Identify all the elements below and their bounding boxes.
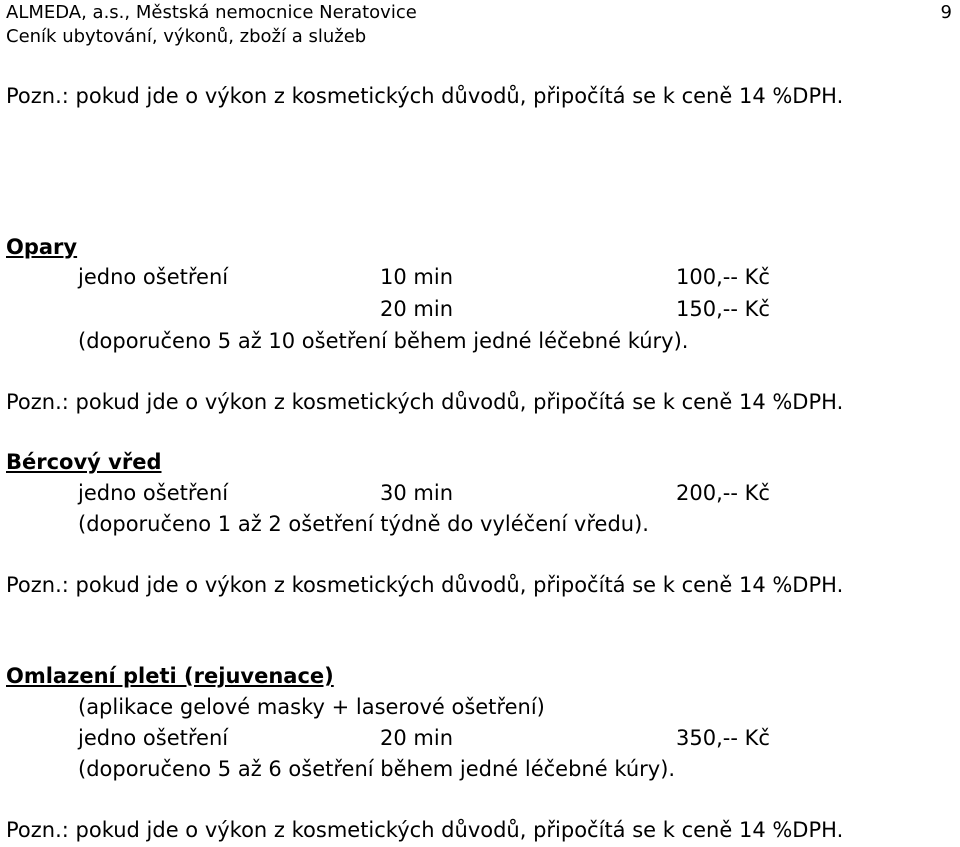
omlazeni-description: (aplikace gelové masky + laserové ošetření)	[78, 695, 545, 719]
page-number: 9	[940, 2, 952, 23]
document-header-org: ALMEDA, a.s., Městská nemocnice Neratovice	[6, 2, 417, 23]
vat-note: Pozn.: pokud jde o výkon z kosmetických důvodů, připočítá se k ceně 14 %DPH.	[6, 573, 844, 597]
vat-note: Pozn.: pokud jde o výkon z kosmetických důvodů, připočítá se k ceně 14 %DPH.	[6, 818, 844, 842]
opary-row1-duration: 10 min	[380, 265, 453, 289]
section-title-opary: Opary	[6, 235, 78, 259]
omlazeni-row1-price: 350,-- Kč	[676, 726, 770, 750]
opary-row2-price: 150,-- Kč	[676, 297, 770, 321]
bercovy-vred-row1-duration: 30 min	[380, 481, 453, 505]
opary-row1-price: 100,-- Kč	[676, 265, 770, 289]
opary-recommendation: (doporučeno 5 až 10 ošetření během jedné léčebné kúry).	[78, 329, 689, 353]
bercovy-vred-recommendation: (doporučeno 1 až 2 ošetření týdně do vyléčení vředu).	[78, 512, 649, 536]
bercovy-vred-row1-label: jedno ošetření	[78, 481, 229, 505]
opary-row1-label: jedno ošetření	[78, 265, 229, 289]
section-title-omlazeni-pleti: Omlazení pleti (rejuvenace)	[6, 664, 334, 688]
document-header-subtitle: Ceník ubytování, výkonů, zboží a služeb	[6, 26, 367, 47]
vat-note: Pozn.: pokud jde o výkon z kosmetických důvodů, připočítá se k ceně 14 %DPH.	[6, 84, 844, 108]
section-title-bercovy-vred: Bércový vřed	[6, 450, 162, 474]
omlazeni-row1-duration: 20 min	[380, 726, 453, 750]
omlazeni-row1-label: jedno ošetření	[78, 726, 229, 750]
omlazeni-recommendation: (doporučeno 5 až 6 ošetření během jedné léčebné kúry).	[78, 757, 676, 781]
bercovy-vred-row1-price: 200,-- Kč	[676, 481, 770, 505]
opary-row2-duration: 20 min	[380, 297, 453, 321]
vat-note: Pozn.: pokud jde o výkon z kosmetických důvodů, připočítá se k ceně 14 %DPH.	[6, 390, 844, 414]
